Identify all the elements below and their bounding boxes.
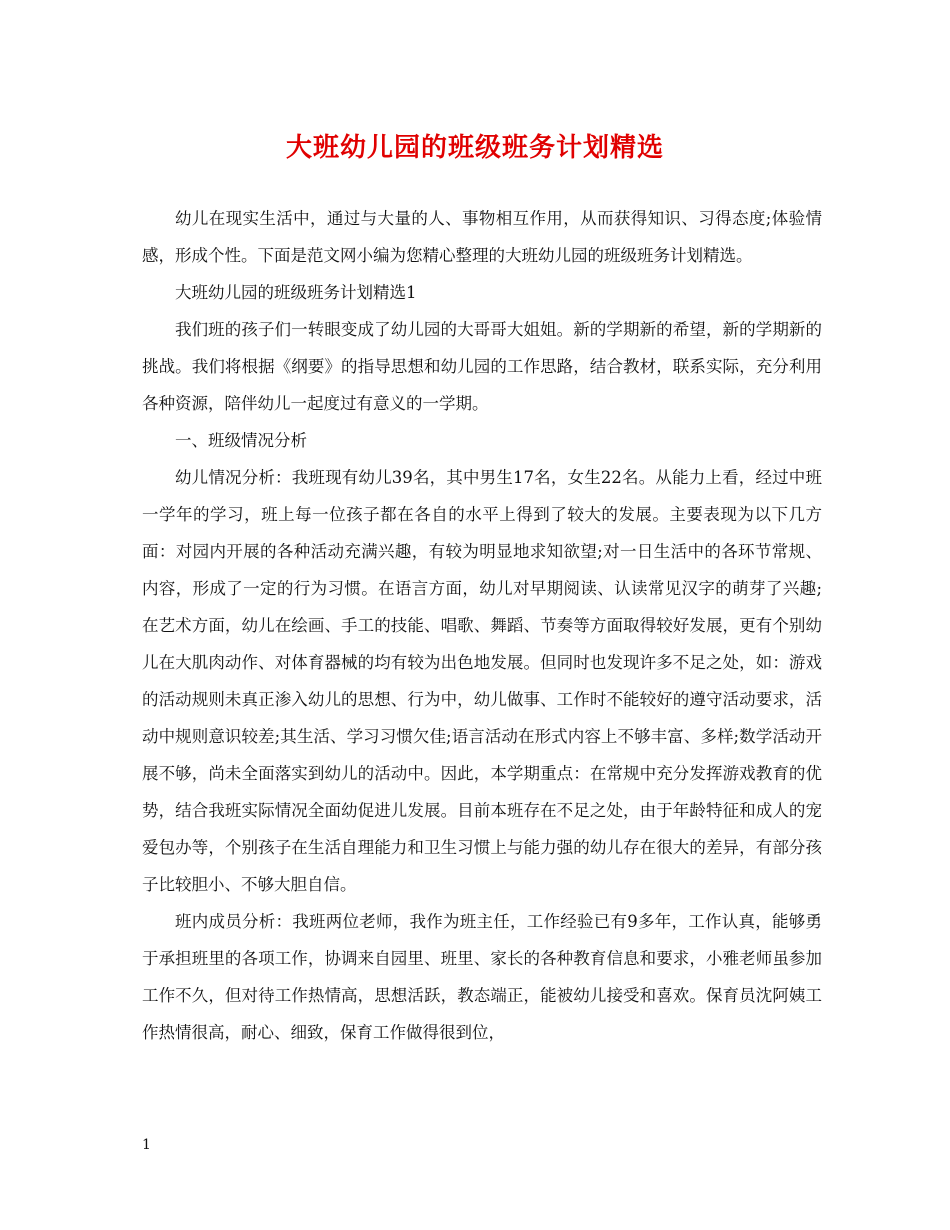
document-title: 大班幼儿园的班级班务计划精选 [285, 133, 664, 163]
paragraph-opening: 我们班的孩子们一转眼变成了幼儿园的大哥哥大姐姐。新的学期新的希望，新的学期新的挑战。我们将根据《纲要》的指导思想和幼儿园的工作思路，结合教材，联系实际，充分利用各种资源，陪伴幼儿一起度过有意义的一学期。 [142, 320, 822, 413]
paragraph-staff-analysis: 班内成员分析：我班两位老师，我作为班主任，工作经验已有9多年，工作认真，能够勇于承担班里的各项工作，协调来自园里、班里、家长的各种教育信息和要求，小雅老师虽参加工作不久，但对待工作热情高，思想活跃，教态端正，能被幼儿接受和喜欢。保育员沈阿姨工作热情很高，耐心、细致，保育工作做得很到位， [142, 912, 822, 1042]
page-number: 1 [142, 1137, 151, 1153]
paragraph-intro: 幼儿在现实生活中，通过与大量的人、事物相互作用，从而获得知识、习得态度;体验情感，形成个性。下面是范文网小编为您精心整理的大班幼儿园的班级班务计划精选。 [142, 209, 822, 265]
paragraph-children-analysis: 幼儿情况分析：我班现有幼儿39名，其中男生17名，女生22名。从能力上看，经过中班一学年的学习，班上每一位孩子都在各自的水平上得到了较大的发展。主要表现为以下几方面：对园内开展的各种活动充满兴趣，有较为明显地求知欲望;对一日生活中的各环节常规、内容，形成了一定的行为习惯。在语言方面，幼儿对早期阅读、认读常见汉字的萌芽了兴趣;在艺术方面，幼儿在绘画、手工的技能、唱歌、舞蹈、节奏等方面取得较好发展，更有个别幼儿在大肌肉动作、对体育器械的均有较为出色地发展。但同时也发现许多不足之处，如：游戏的活动规则未真正渗入幼儿的思想、行为中，幼儿做事、工作时不能较好的遵守活动要求，活动中规则意识较差;其生活、学习习惯欠佳;语言活动在形式内容上不够丰富、多样;数学活动开展不够，尚未全面落实到幼儿的活动中。因此，本学期重点：在常规中充分发挥游戏教育的优势，结合我班实际情况全面幼促进儿发展。目前本班存在不足之处，由于年龄特征和成人的宠爱包办等，个别孩子在生活自理能力和卫生习惯上与能力强的幼儿存在很大的差异，有部分孩子比较胆小、不够大胆自信。 [142, 468, 822, 894]
paragraph-subtitle: 大班幼儿园的班级班务计划精选1 [175, 283, 417, 302]
paragraph-section-heading: 一、班级情况分析 [175, 431, 307, 450]
document-body [142, 200, 822, 1051]
